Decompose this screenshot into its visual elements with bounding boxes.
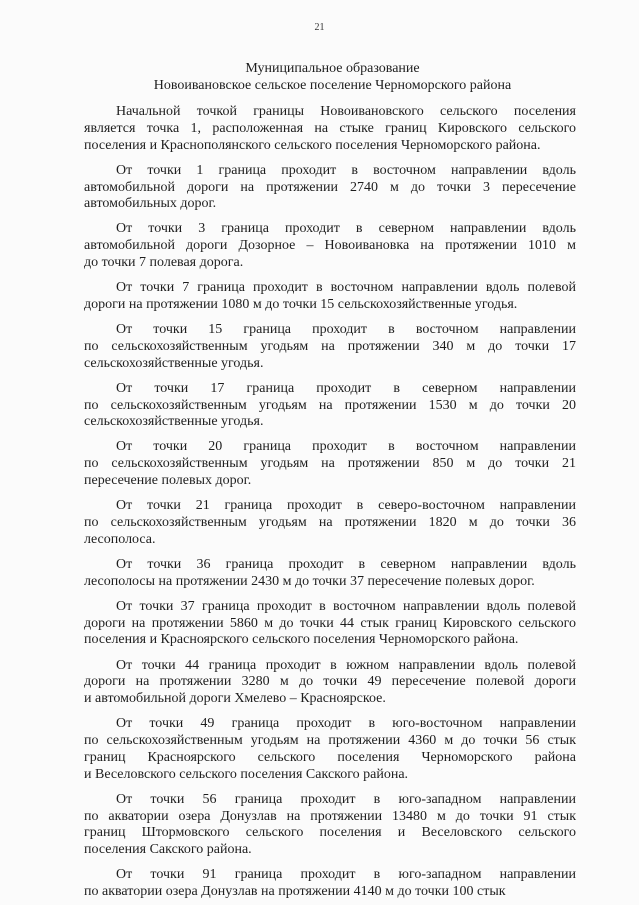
paragraph-line: лесополоса.	[84, 531, 156, 547]
paragraph-line: автомобильной дороги Дозорное – Новоивановка на протяжении 1010 м	[84, 238, 576, 254]
paragraph	[84, 867, 576, 901]
document-body	[84, 104, 576, 909]
paragraph-line: поселения и Красноярского сельского поселения Черноморского района.	[84, 632, 519, 648]
heading-line-2: Новоивановское сельское поселение Черноморского района	[153, 78, 512, 93]
paragraph-line: границ Красноярского сельского поселения Черноморского района	[84, 749, 576, 765]
paragraph	[84, 221, 576, 272]
paragraph	[84, 792, 576, 859]
paragraph	[84, 498, 576, 549]
paragraph	[84, 439, 576, 490]
paragraph-line: лесополосы на протяжении 2430 м до точки 37 пересечение полевых дорог.	[84, 573, 535, 589]
paragraph-line: по сельскохозяйственным угодьям на протяжении 1530 м до точки 20	[84, 397, 576, 413]
paragraph-line: автомобильных дорог.	[84, 196, 217, 212]
paragraph	[84, 322, 576, 373]
paragraph-line: От точки 49 граница проходит в юго-восточном направлении	[116, 716, 576, 732]
paragraph-line: От точки 20 граница проходит в восточном направлении	[116, 439, 576, 455]
paragraph-line: сельскохозяйственные угодья.	[84, 355, 264, 371]
paragraph-line: автомобильной дороги на протяжении 2740 м до точки 3 пересечение	[84, 179, 576, 195]
paragraph	[84, 716, 576, 783]
paragraph	[84, 381, 576, 432]
paragraph	[84, 599, 576, 650]
paragraph-line: и Веселовского сельского поселения Сакского района.	[84, 766, 409, 782]
paragraph-line: От точки 21 граница проходит в северо-восточном направлении	[116, 498, 576, 514]
paragraph-line: по сельскохозяйственным угодьям на протяжении 1820 м до точки 36	[84, 515, 576, 531]
paragraph	[84, 163, 576, 214]
paragraph-line: по акватории озера Донузлав на протяжении 13480 м до точки 91 стык	[84, 808, 576, 824]
paragraph	[84, 658, 576, 709]
paragraph-line: Начальной точкой границы Новоивановского сельского поселения	[116, 104, 576, 119]
paragraph-line: От точки 1 граница проходит в восточном направлении вдоль	[116, 162, 576, 178]
paragraph-line: является точка 1, расположенная на стыке границ Кировского сельского	[84, 120, 576, 136]
heading-line-1: Муниципальное образование	[245, 61, 420, 76]
paragraph-line: От точки 17 граница проходит в северном направлении	[116, 380, 576, 396]
paragraph-line: От точки 15 граница проходит в восточном направлении	[116, 322, 576, 338]
paragraph-line: по акватории озера Донузлав на протяжении 4140 м до точки 100 стык	[84, 884, 506, 900]
paragraph	[84, 557, 576, 591]
paragraph-line: От точки 56 граница проходит в юго-западном направлении	[116, 791, 576, 807]
paragraph-line: сельскохозяйственные угодья.	[84, 414, 264, 430]
document-heading	[60, 60, 605, 94]
paragraph-line: поселения Сакского района.	[84, 842, 252, 858]
paragraph-line: дороги на протяжении 5860 м до точки 44 стык границ Кировского сельского	[84, 615, 576, 631]
paragraph-line: От точки 44 граница проходит в южном направлении вдоль полевой	[116, 657, 576, 673]
paragraph-line: пересечение полевых дорог.	[84, 473, 252, 489]
paragraph-line: От точки 37 граница проходит в восточном направлении вдоль полевой	[116, 598, 576, 614]
paragraph-line: поселения и Краснополянского сельского поселения Черноморского района.	[84, 137, 541, 153]
paragraph-line: и автомобильной дороги Хмелево – Красноярское.	[84, 691, 386, 707]
page-number: 21	[314, 22, 325, 33]
paragraph-line: границ Штормовского сельского поселения и Веселовского сельского	[84, 825, 576, 841]
paragraph	[84, 104, 576, 155]
paragraph-line: От точки 91 граница проходит в юго-западном направлении	[116, 867, 576, 883]
paragraph-line: дороги на протяжении 3280 м до точки 49 пересечение полевой дороги	[84, 674, 576, 690]
paragraph-line: до точки 7 полевая дорога.	[84, 255, 244, 271]
paragraph-line: От точки 36 граница проходит в северном направлении вдоль	[116, 556, 576, 572]
paragraph-line: дороги на протяжении 1080 м до точки 15 сельскохозяйственные угодья.	[84, 297, 518, 312]
paragraph-line: От точки 3 граница проходит в северном направлении вдоль	[116, 221, 576, 237]
paragraph-line: по сельскохозяйственным угодьям на протяжении 4360 м до точки 56 стык	[84, 733, 576, 749]
paragraph	[84, 280, 576, 314]
paragraph-line: по сельскохозяйственным угодьям на протяжении 850 м до точки 21	[84, 456, 576, 472]
paragraph-line: От точки 7 граница проходит в восточном направлении вдоль полевой	[116, 280, 576, 296]
paragraph-line: по сельскохозяйственным угодьям на протяжении 340 м до точки 17	[84, 338, 576, 354]
